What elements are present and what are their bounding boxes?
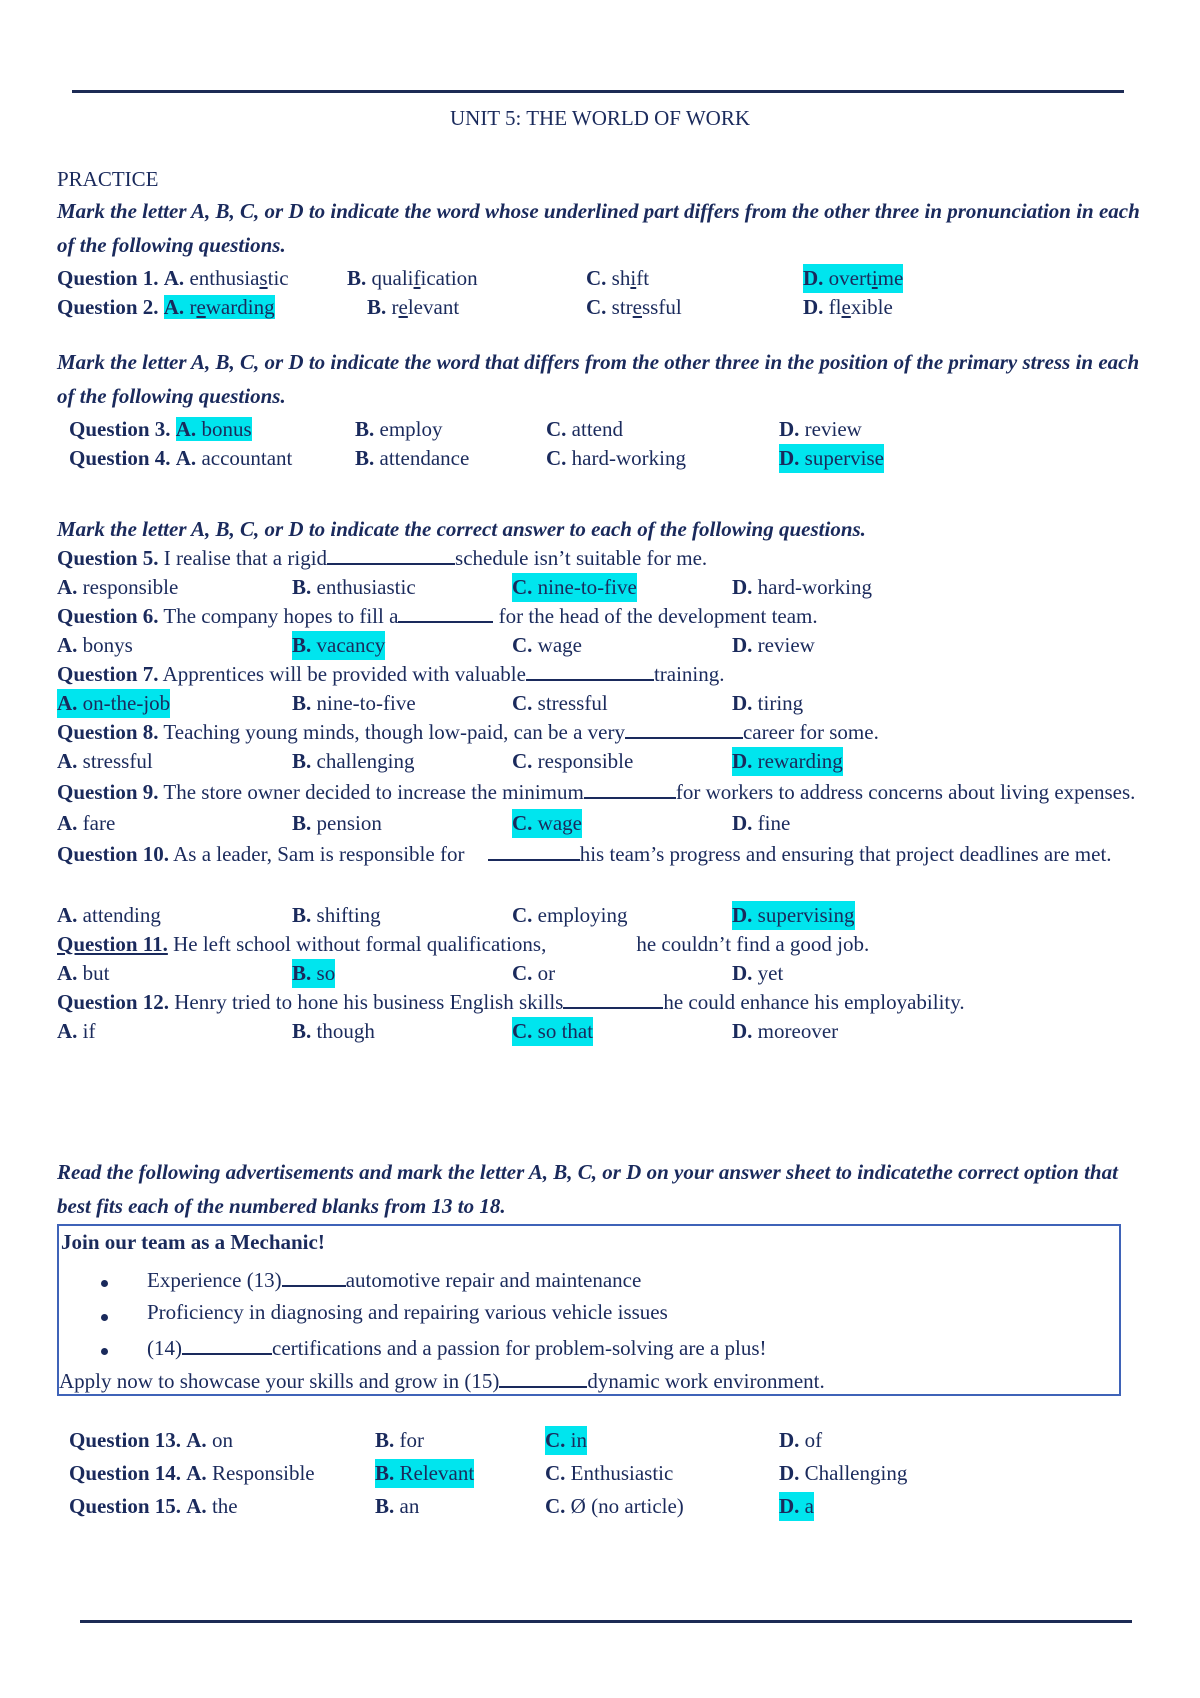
option-c[interactable]: wage — [537, 633, 582, 657]
question-label: Question 15. — [69, 1494, 182, 1518]
option-b[interactable]: vacancy — [316, 633, 386, 657]
instruction-correct-answer: Mark the letter A, B, C, or D to indicate the correct answer to each of the following questions. — [57, 517, 866, 541]
option-b[interactable]: relevant — [391, 295, 460, 319]
instruction-pronunciation: Mark the letter A, B, C, or D to indicate the word whose underlined part differs from the other three in pronunciation in each of the following questions. — [57, 199, 1140, 257]
option-a[interactable]: rewarding — [189, 295, 275, 319]
bullet-icon — [101, 1348, 108, 1355]
option-a[interactable]: stressful — [82, 749, 153, 773]
question-label: Question 12. — [57, 990, 170, 1014]
option-b[interactable]: for — [399, 1428, 425, 1452]
options-row: A. fare B. pension C. wage D. fine — [57, 809, 1147, 838]
answer-blank[interactable] — [563, 988, 663, 1009]
option-b[interactable]: shifting — [316, 903, 381, 927]
option-d[interactable]: of — [804, 1428, 823, 1452]
option-c[interactable]: in — [570, 1428, 588, 1452]
option-b[interactable]: though — [316, 1019, 375, 1043]
question-stem: Question 5. I realise that a rigid schedule isn’t suitable for me. — [57, 546, 708, 570]
question-label: Question 13. — [69, 1428, 182, 1452]
option-c[interactable]: wage — [537, 811, 582, 835]
option-d[interactable]: tiring — [757, 691, 804, 715]
option-b[interactable]: qualification — [371, 266, 478, 290]
question-label: Question 2. — [57, 295, 159, 319]
options-row: A. bonys B. vacancy C. wage D. review — [57, 631, 1147, 660]
option-a[interactable]: on-the-job — [82, 691, 171, 715]
answer-highlight: C. in — [545, 1426, 587, 1455]
option-b[interactable]: enthusiastic — [316, 575, 416, 599]
option-c[interactable]: Ø (no article) — [570, 1494, 684, 1518]
question-stem: Question 7. Apprentices will be provided with valuable training. — [57, 662, 725, 686]
answer-blank[interactable] — [282, 1266, 346, 1287]
option-a[interactable]: bonys — [82, 633, 133, 657]
question-stem: Question 9. The store owner decided to increase the minimum for workers to address concerns about living expenses. — [57, 780, 1136, 804]
options-row: A. if B. though C. so that D. moreover — [57, 1017, 1147, 1046]
option-d[interactable]: overtime — [828, 266, 904, 290]
answer-blank[interactable] — [182, 1334, 272, 1355]
answer-highlight: B. vacancy — [292, 631, 385, 660]
option-d[interactable]: review — [804, 417, 862, 441]
question-label: Question 10. — [57, 842, 170, 866]
answer-highlight: C. nine-to-five — [512, 573, 637, 602]
question-row: Question 3. A. bonus B. employ C. attend D. review — [69, 417, 862, 441]
answer-highlight: D. supervising — [732, 901, 855, 930]
question-label: Question 11. — [57, 932, 168, 956]
options-row: A. stressful B. challenging C. responsible D. rewarding — [57, 747, 1147, 776]
answer-highlight: D. supervise — [779, 444, 884, 473]
question-label: Question 9. — [57, 780, 159, 804]
answer-blank[interactable] — [327, 544, 455, 565]
question-stem: Question 12. Henry tried to hone his business English skills he could enhance his employability. — [57, 990, 965, 1014]
option-c[interactable]: stressful — [611, 295, 682, 319]
option-a[interactable]: the — [211, 1494, 238, 1518]
instruction-stress: Mark the letter A, B, C, or D to indicate the word that differs from the other three in the position of the primary stress in each of the following questions. — [57, 350, 1140, 408]
option-d[interactable]: rewarding — [757, 749, 843, 773]
advertisement-box: Join our team as a Mechanic! Experience (13) automotive repair and maintenance Proficiency in diagnosing and repairing various vehicle issues (14) certifications and a passion for problem-solving are a plus! Apply now to showcase your skills and grow in (15) dynamic work environment. — [57, 1224, 1121, 1396]
option-b[interactable]: nine-to-five — [316, 691, 416, 715]
option-c[interactable]: nine-to-five — [537, 575, 637, 599]
answer-highlight: A. rewarding — [163, 295, 275, 319]
option-a[interactable]: bonus — [201, 417, 252, 441]
option-d[interactable]: supervise — [804, 446, 884, 470]
answer-blank[interactable] — [625, 718, 743, 739]
question-stem: Question 8. Teaching young minds, though low-paid, can be a very career for some. — [57, 720, 879, 744]
answer-blank[interactable] — [526, 660, 654, 681]
options-row: A. responsible B. enthusiastic C. nine-to-five D. hard-working — [57, 573, 1147, 602]
options-row: A. on-the-job B. nine-to-five C. stressful D. tiring — [57, 689, 1147, 718]
option-b[interactable]: so — [316, 961, 336, 985]
question-label: Question 14. — [69, 1461, 182, 1485]
option-c[interactable]: stressful — [537, 691, 608, 715]
options-row: A. attending B. shifting C. employing D. supervising — [57, 901, 1147, 930]
option-d[interactable]: fine — [757, 811, 791, 835]
question-stem: Question 6. The company hopes to fill a for the head of the development team. — [57, 604, 818, 628]
answer-highlight: A. on-the-job — [57, 689, 170, 718]
bottom-rule — [80, 1620, 1132, 1623]
option-b[interactable]: challenging — [316, 749, 415, 773]
option-c[interactable]: responsible — [537, 749, 634, 773]
option-d[interactable]: supervising — [757, 903, 855, 927]
option-a[interactable]: fare — [82, 811, 116, 835]
ad-apply-line: Apply now to showcase your skills and grow in (15) dynamic work environment. — [59, 1369, 825, 1393]
answer-blank[interactable] — [584, 778, 676, 799]
question-label: Question 5. — [57, 546, 159, 570]
top-rule — [72, 90, 1124, 93]
question-label: Question 6. — [57, 604, 159, 628]
unit-title: UNIT 5: THE WORLD OF WORK — [449, 106, 751, 130]
option-c[interactable]: or — [537, 961, 556, 985]
question-row: Question 13. A. on B. for C. in D. of — [57, 1426, 1147, 1459]
options-row: A. but B. so C. or D. yet — [57, 959, 1147, 988]
option-a[interactable]: if — [82, 1019, 96, 1043]
answer-highlight: C. wage — [512, 809, 582, 838]
question-row: Question 1. A. enthusiastic B. qualification C. shift D. overtime — [57, 264, 1147, 293]
question-stem: Question 11. He left school without formal qualifications, he couldn’t find a good job. — [57, 932, 870, 956]
bullet-icon — [101, 1280, 108, 1287]
question-row: Question 15. A. the B. an C. Ø (no article) D. a — [57, 1492, 1147, 1525]
answer-highlight: B. Relevant — [375, 1459, 474, 1488]
option-a[interactable]: accountant — [201, 446, 293, 470]
option-b[interactable]: pension — [316, 811, 382, 835]
answer-highlight: D. overtime — [803, 264, 903, 293]
option-c[interactable]: so that — [537, 1019, 594, 1043]
option-b[interactable]: employ — [379, 417, 443, 441]
option-d[interactable]: moreover — [757, 1019, 839, 1043]
option-b[interactable]: attendance — [379, 446, 470, 470]
option-c[interactable]: hard-working — [571, 446, 686, 470]
option-c[interactable]: shift — [611, 266, 650, 290]
answer-highlight: D. a — [779, 1492, 814, 1521]
ad-heading: Join our team as a Mechanic! — [61, 1230, 325, 1254]
answer-blank[interactable] — [398, 602, 493, 623]
practice-heading: PRACTICE — [57, 167, 159, 191]
option-d[interactable]: flexible — [828, 295, 893, 319]
option-d[interactable]: hard-working — [757, 575, 872, 599]
option-a[interactable]: Responsible — [211, 1461, 315, 1485]
option-a[interactable]: but — [82, 961, 110, 985]
option-b[interactable]: Relevant — [399, 1461, 475, 1485]
question-label: Question 3. — [69, 417, 171, 441]
question-row: Question 14. A. Responsible B. Relevant C. Enthusiastic D. Challenging — [57, 1459, 1147, 1492]
answer-highlight: C. so that — [512, 1017, 593, 1046]
bullet-icon — [101, 1314, 108, 1321]
question-row: Question 2. A. rewarding B. relevant C. stressful D. flexible — [57, 295, 893, 319]
instruction-advertisement: Read the following advertisements and mark the letter A, B, C, or D on your answer sheet to indicatethe correct option that best fits each of the numbered blanks from 13 to 18. — [57, 1160, 1118, 1218]
option-d[interactable]: review — [757, 633, 815, 657]
option-a[interactable]: attending — [82, 903, 161, 927]
question-label: Question 7. — [57, 662, 159, 686]
option-d[interactable]: Challenging — [804, 1461, 908, 1485]
option-c[interactable]: employing — [537, 903, 628, 927]
question-label: Question 8. — [57, 720, 159, 744]
answer-highlight: D. rewarding — [732, 747, 843, 776]
option-c[interactable]: attend — [571, 417, 623, 441]
option-a[interactable]: on — [211, 1428, 233, 1452]
question-label: Question 4. — [69, 446, 171, 470]
answer-highlight: B. so — [292, 959, 335, 988]
question-stem: Question 10. As a leader, Sam is responsible for his team’s progress and ensuring that project deadlines are met. — [57, 842, 1112, 866]
answer-blank[interactable] — [488, 840, 580, 861]
answer-blank[interactable] — [499, 1367, 587, 1388]
option-b[interactable]: an — [399, 1494, 420, 1518]
option-a[interactable]: enthusiastic — [189, 266, 289, 290]
question-row: Question 4. A. accountant B. attendance C. hard-working D. supervise — [57, 444, 1147, 473]
answer-highlight: A. bonus — [175, 417, 252, 441]
question-label: Question 1. — [57, 266, 159, 290]
option-a[interactable]: responsible — [82, 575, 179, 599]
option-d[interactable]: a — [804, 1494, 814, 1518]
option-c[interactable]: Enthusiastic — [570, 1461, 674, 1485]
option-d[interactable]: yet — [757, 961, 784, 985]
